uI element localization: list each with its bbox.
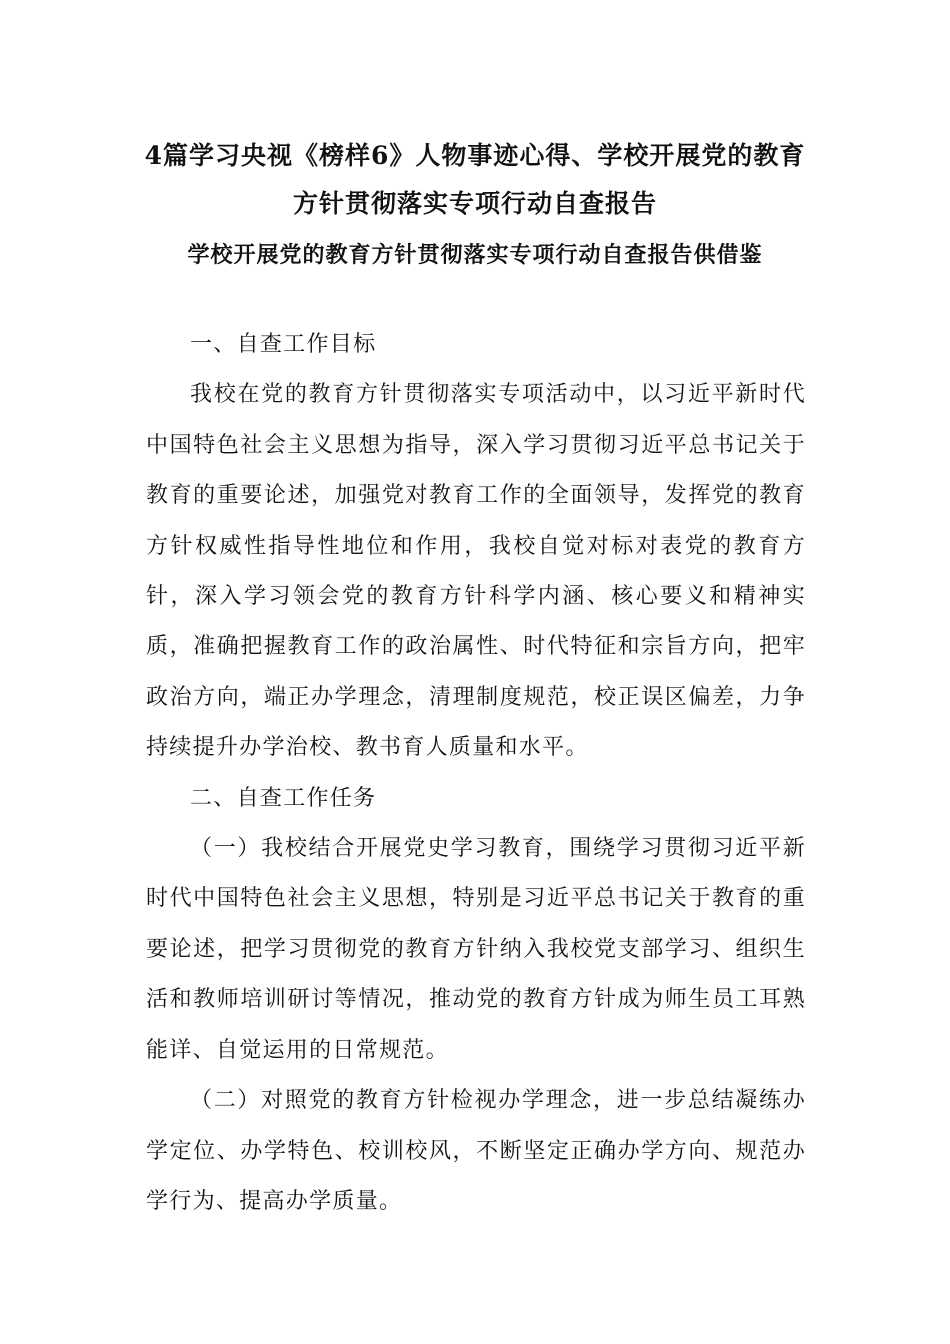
section-heading-tasks: 二、自查工作任务 <box>190 785 377 811</box>
task-item-2: （二）对照党的教育方针检视办学理念，进一步总结凝练办学定位、办学特色、校训校风，不断坚定正确办学方向、规范办学行为、提高办学质量。 <box>146 1088 806 1214</box>
document-title-line-1: 4篇学习央视《榜样6》人物事迹心得、学校开展党的教育 <box>144 141 806 170</box>
section-heading-goals: 一、自查工作目标 <box>190 332 377 357</box>
document-subtitle: 学校开展党的教育方针贯彻落实专项行动自查报告供借鉴 <box>187 242 763 268</box>
document-title-line-2: 方针贯彻落实专项行动自查报告 <box>292 189 657 218</box>
document-body <box>146 320 806 1227</box>
section-paragraph-goals: 我校在党的教育方针贯彻落实专项活动中，以习近平新时代中国特色社会主义思想为指导，深入学习贯彻习近平总书记关于教育的重要论述，加强党对教育工作的全面领导，发挥党的教育方针权威性指导性地位和作用，我校自觉对标对表党的教育方针，深入学习领会党的教育方针科学内涵、核心要义和精神实质，准确把握教育工作的政治属性、时代特征和宗旨方向，把牢政治方向，端正办学理念，清理制度规范，校正误区偏差，力争持续提升办学治校、教书育人质量和水平。 <box>146 382 806 761</box>
task-item-1: （一）我校结合开展党史学习教育，围绕学习贯彻习近平新时代中国特色社会主义思想，特别是习近平总书记关于教育的重要论述，把学习贯彻党的教育方针纳入我校党支部学习、组织生活和教师培训研讨等情况，推动党的教育方针成为师生员工耳熟能详、自觉运用的日常规范。 <box>146 836 806 1063</box>
